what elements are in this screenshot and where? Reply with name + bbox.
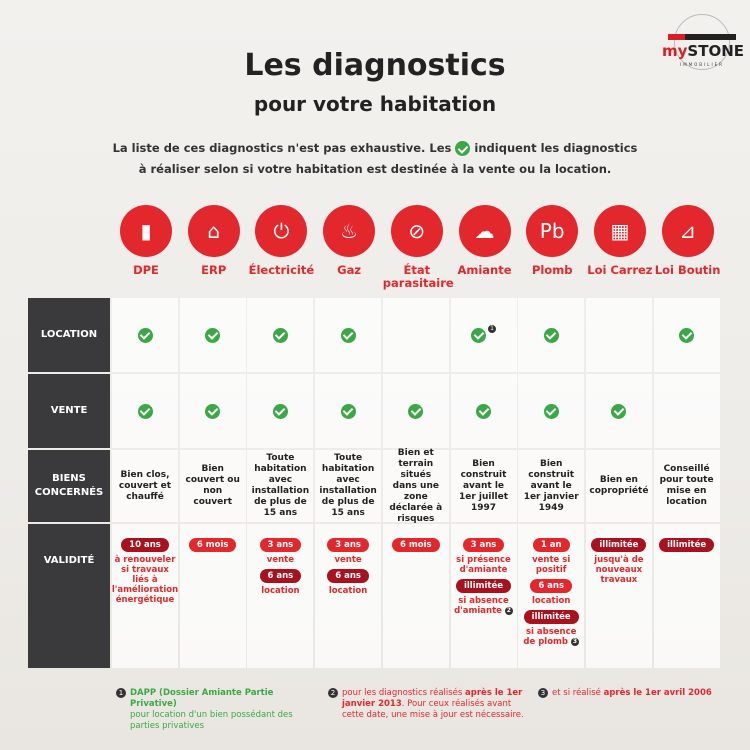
cell-validite bbox=[112, 524, 178, 668]
cell-location bbox=[654, 298, 720, 372]
check-icon bbox=[544, 328, 559, 343]
cell-vente bbox=[451, 374, 517, 448]
row-label-biens: BIENS CONCERNÉS bbox=[28, 450, 110, 522]
cell-location bbox=[451, 298, 517, 372]
category-8: ⊿ Loi Boutin bbox=[654, 205, 722, 277]
check-icon bbox=[471, 328, 486, 343]
cell-biens: Bien en copropriété bbox=[586, 450, 652, 522]
validity-text: si absence de plomb 3 bbox=[523, 627, 578, 647]
cell-vente bbox=[586, 374, 652, 448]
validity-badge: illimitée bbox=[659, 538, 714, 552]
footnote-1: 1 DAPP (Dossier Amiante Partie Privative) pour location d'un bien possédant des parties privatives bbox=[130, 688, 320, 732]
check-icon bbox=[341, 328, 356, 343]
natural-risk-icon: ⌂ bbox=[188, 205, 240, 257]
cell-location bbox=[586, 298, 652, 372]
no-termite-icon: ⊘ bbox=[391, 205, 443, 257]
validity-badge: illimitée bbox=[591, 538, 646, 552]
check-icon bbox=[611, 404, 626, 419]
check-icon bbox=[679, 328, 694, 343]
check-icon bbox=[138, 328, 153, 343]
cell-biens: Conseillé pour toute mise en location bbox=[654, 450, 720, 522]
cell-location bbox=[180, 298, 246, 372]
validity-badge: 1 an bbox=[533, 538, 570, 552]
cell-location bbox=[383, 298, 449, 372]
cell-validite bbox=[383, 524, 449, 668]
validity-text: location bbox=[328, 586, 368, 596]
check-icon bbox=[341, 404, 356, 419]
check-icon bbox=[273, 328, 288, 343]
cell-biens: Bien clos, couvert et chauffé bbox=[112, 450, 178, 522]
check-icon bbox=[205, 328, 220, 343]
check-icon bbox=[205, 404, 220, 419]
cell-vente bbox=[315, 374, 381, 448]
cell-vente bbox=[180, 374, 246, 448]
check-icon bbox=[138, 404, 153, 419]
validity-badge: 3 ans bbox=[463, 538, 505, 552]
cell-validite bbox=[315, 524, 381, 668]
cell-vente bbox=[518, 374, 584, 448]
cell-vente bbox=[383, 374, 449, 448]
category-0: ▮ DPE bbox=[112, 205, 180, 277]
footnote-3: 3 et si réalisé après le 1er avril 2006 bbox=[552, 688, 742, 699]
check-icon bbox=[273, 404, 288, 419]
cell-validite bbox=[518, 524, 584, 668]
footnote-2: 2 pour les diagnostics réalisés après le 1er janvier 2013. Pour ceux réalisés avant cette date, une mise à jour est nécessaire. bbox=[342, 688, 532, 721]
validity-text: vente bbox=[334, 555, 362, 565]
validity-text: vente bbox=[266, 555, 294, 565]
validity-text: vente si positif bbox=[532, 555, 571, 575]
category-6: Pb Plomb bbox=[518, 205, 586, 277]
plug-icon: ⏻ bbox=[255, 205, 307, 257]
category-5: ☁ Amiante bbox=[451, 205, 519, 277]
cell-validite bbox=[247, 524, 313, 668]
validity-badge: illimitée bbox=[524, 610, 579, 624]
flame-icon: ♨ bbox=[323, 205, 375, 257]
cell-biens: Toute habitation avec installation de plus de 15 ans bbox=[315, 450, 381, 522]
cell-biens: Bien construit avant le 1er janvier 1949 bbox=[518, 450, 584, 522]
floor-plan-icon: ▦ bbox=[594, 205, 646, 257]
cell-validite bbox=[654, 524, 720, 668]
intro-text: La liste de ces diagnostics n'est pas exhaustive. Les indiquent les diagnostics à réaliser selon si votre habitation est destinée à la vente ou la location. bbox=[112, 141, 638, 176]
cell-vente bbox=[112, 374, 178, 448]
validity-text: si absence d'amiante 2 bbox=[454, 596, 511, 616]
cell-biens: Toute habitation avec installation de plus de 15 ans bbox=[247, 450, 313, 522]
cell-location bbox=[315, 298, 381, 372]
row-label-vente: VENTE bbox=[28, 374, 110, 448]
check-icon bbox=[544, 404, 559, 419]
validity-badge: 6 mois bbox=[392, 538, 440, 552]
lead-pb-icon: Pb bbox=[526, 205, 578, 257]
category-1: ⌂ ERP bbox=[180, 205, 248, 277]
validity-badge: 6 ans bbox=[530, 579, 572, 593]
check-icon bbox=[455, 141, 470, 156]
page-title: Les diagnostics bbox=[244, 48, 506, 83]
validity-badge: illimitée bbox=[456, 579, 511, 593]
category-7: ▦ Loi Carrez bbox=[586, 205, 654, 277]
mystone-logo: mySTONE IMMOBILIER bbox=[662, 14, 742, 76]
square-ruler-icon: ⊿ bbox=[662, 205, 714, 257]
cell-biens: Bien couvert ou non couvert bbox=[180, 450, 246, 522]
category-4: ⊘ État parasitaire bbox=[383, 205, 451, 290]
validity-badge: 3 ans bbox=[327, 538, 369, 552]
row-label-location: LOCATION bbox=[28, 298, 110, 372]
cell-location bbox=[112, 298, 178, 372]
row-label-validite: VALIDITÉ bbox=[28, 524, 110, 668]
lungs-icon: ☁ bbox=[459, 205, 511, 257]
cell-vente bbox=[247, 374, 313, 448]
category-2: ⏻ Électricité bbox=[247, 205, 315, 277]
cell-validite bbox=[586, 524, 652, 668]
validity-badge: 6 ans bbox=[260, 569, 302, 583]
validity-text: jusqu'à de nouveaux travaux bbox=[594, 555, 644, 585]
cell-biens: Bien et terrain situés dans une zone déclarée à risques bbox=[383, 450, 449, 522]
validity-text: location bbox=[261, 586, 300, 596]
validity-badge: 10 ans bbox=[121, 538, 169, 552]
validity-badge: 6 ans bbox=[327, 569, 369, 583]
note-marker: 1 bbox=[488, 325, 496, 333]
validity-text: si présence d'amiante bbox=[456, 555, 511, 575]
energy-rating-icon: ▮ bbox=[120, 205, 172, 257]
check-icon bbox=[408, 404, 423, 419]
cell-biens: Bien construit avant le 1er juillet 1997 bbox=[451, 450, 517, 522]
cell-validite bbox=[451, 524, 517, 668]
category-3: ♨ Gaz bbox=[315, 205, 383, 277]
validity-badge: 6 mois bbox=[189, 538, 237, 552]
cell-validite bbox=[180, 524, 246, 668]
cell-location bbox=[518, 298, 584, 372]
cell-vente bbox=[654, 374, 720, 448]
cell-location bbox=[247, 298, 313, 372]
check-icon bbox=[476, 404, 491, 419]
page-subtitle: pour votre habitation bbox=[253, 92, 497, 116]
validity-text: location bbox=[531, 596, 571, 606]
validity-badge: 3 ans bbox=[260, 538, 302, 552]
validity-text: à renouveler si travaux liés à l'amélioration énergétique bbox=[111, 555, 179, 605]
